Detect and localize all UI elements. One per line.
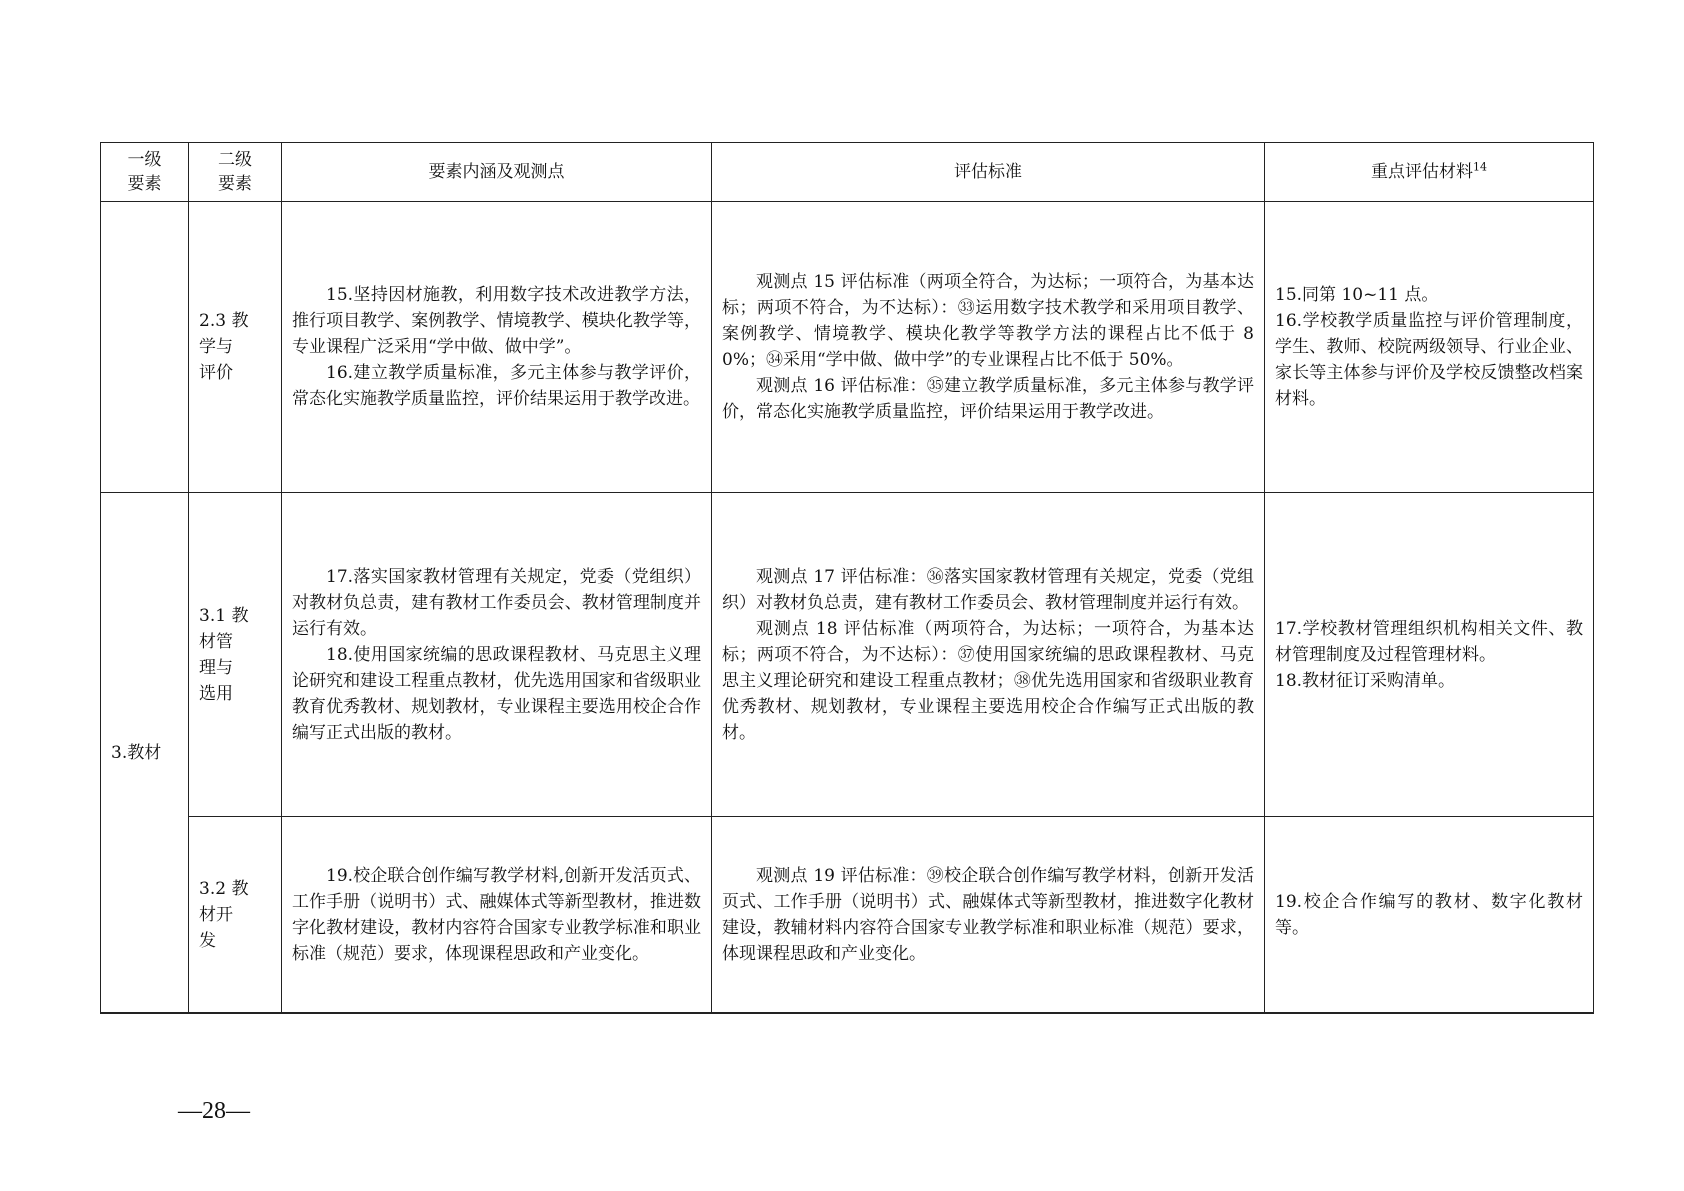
materials-item: 15.同第 10~11 点。	[1275, 285, 1439, 305]
table-row	[101, 493, 1594, 817]
header-materials-label: 重点评估材料	[1371, 162, 1473, 182]
materials-cell	[1265, 493, 1594, 817]
level2-cell: 3.2 教 材开 发	[189, 817, 282, 1014]
table-header-row	[101, 143, 1594, 202]
level2-cell: 2.3 教 学与 评价	[189, 202, 282, 493]
level2-cell: 3.1 教 材管 理与 选用	[189, 493, 282, 817]
materials-cell	[1265, 817, 1594, 1014]
content-paragraph: 15.坚持因材施教，利用数字技术改进教学方法，推行项目教学、案例教学、情境教学、模块化教学等，专业课程广泛采用“学中做、做中学”。	[292, 285, 701, 357]
materials-item: 18.教材征订采购清单。	[1275, 670, 1456, 691]
level1-cell-empty	[101, 202, 189, 493]
materials-item: 17.学校教材管理组织机构相关文件、教材管理制度及过程管理材料。	[1275, 618, 1583, 665]
standard-cell	[712, 493, 1265, 817]
content-cell	[282, 493, 712, 817]
materials-cell	[1265, 202, 1594, 493]
content-cell	[282, 817, 712, 1014]
evaluation-table	[100, 142, 1594, 1014]
content-paragraph: 16.建立教学质量标准，多元主体参与教学评价，常态化实施教学质量监控，评价结果运用于教学改进。	[292, 363, 701, 409]
standard-paragraph: 观测点 19 评估标准：㊴校企联合创作编写教学材料，创新开发活页式、工作手册（说明书）式、融媒体式等新型教材，推进数字化教材建设，教辅材料内容符合国家专业教学标准和职业标准（规范）要求，体现课程思政和产业变化。	[722, 865, 1254, 964]
header-level2: 二级 要素	[189, 143, 282, 202]
table-row	[101, 202, 1594, 493]
standard-paragraph: 观测点 18 评估标准（两项符合，为达标；一项符合，为基本达标；两项不符合，为不达标）：㊲使用国家统编的思政课程教材、马克思主义理论研究和建设工程重点教材；㊳优先选用国家和省级职业教育优秀教材、规划教材，专业课程主要选用校企合作编写正式出版的教材。	[722, 618, 1254, 743]
header-level1: 一级 要素	[101, 143, 189, 202]
header-standard: 评估标准	[712, 143, 1265, 202]
standard-paragraph: 观测点 15 评估标准（两项全符合，为达标；一项符合，为基本达标；两项不符合，为不达标）：㉝运用数字技术教学和采用项目教学、案例教学、情境教学、模块化教学等教学方法的课程占比不低于 80%；㉞采用“学中做、做中学”的专业课程占比不低于 50%。	[722, 272, 1254, 370]
materials-item: 19.校企合作编写的教材、数字化教材等。	[1275, 891, 1583, 938]
standard-paragraph: 观测点 16 评估标准：㉟建立教学质量标准，多元主体参与教学评价，常态化实施教学质量监控，评价结果运用于教学改进。	[722, 376, 1254, 422]
page-number: —28—	[178, 1098, 250, 1124]
standard-paragraph: 观测点 17 评估标准：㊱落实国家教材管理有关规定，党委（党组织）对教材负总责，建有教材工作委员会、教材管理制度并运行有效。	[722, 566, 1254, 613]
standard-cell	[712, 202, 1265, 493]
header-content: 要素内涵及观测点	[282, 143, 712, 202]
header-materials	[1265, 143, 1594, 202]
content-paragraph: 18.使用国家统编的思政课程教材、马克思主义理论研究和建设工程重点教材，优先选用国家和省级职业教育优秀教材、规划教材，专业课程主要选用校企合作编写正式出版的教材。	[292, 644, 701, 743]
content-paragraph: 17.落实国家教材管理有关规定，党委（党组织）对教材负总责，建有教材工作委员会、教材管理制度并运行有效。	[292, 566, 701, 639]
table-row	[101, 817, 1594, 1014]
standard-cell	[712, 817, 1265, 1014]
level1-cell: 3.教材	[101, 493, 189, 1014]
footnote-mark: 14	[1473, 160, 1487, 174]
content-cell	[282, 202, 712, 493]
materials-item: 16.学校教学质量监控与评价管理制度，学生、教师、校院两级领导、行业企业、家长等主体参与评价及学校反馈整改档案材料。	[1275, 311, 1583, 409]
content-paragraph: 19.校企联合创作编写教学材料,创新开发活页式、工作手册（说明书）式、融媒体式等新型教材，推进数字化教材建设，教材内容符合国家专业教学标准和职业标准（规范）要求，体现课程思政和产业变化。	[292, 865, 701, 964]
